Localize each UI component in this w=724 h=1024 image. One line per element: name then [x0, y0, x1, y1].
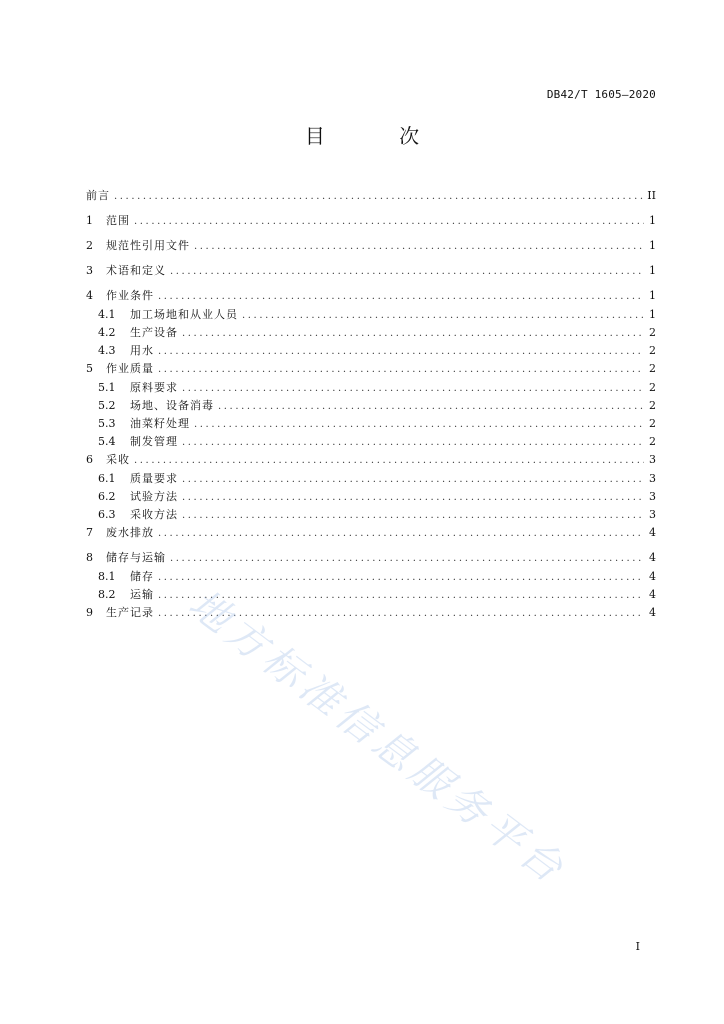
toc-entry-number: 6.3 [98, 508, 116, 521]
toc-entry-label: 作业条件 [106, 289, 154, 302]
page-title: 目 次 [304, 124, 454, 148]
toc-entry-label: 场地、设备消毒 [130, 399, 214, 412]
toc-entry-label: 加工场地和从业人员 [130, 308, 238, 321]
toc-entry-page: 2 [649, 399, 656, 412]
toc-entry-number: 4.1 [98, 308, 116, 321]
toc-dot-leader [134, 452, 644, 470]
toc-dot-leader [194, 416, 644, 434]
toc-entry-page: 2 [649, 362, 656, 375]
toc-entry-page: 4 [649, 526, 656, 539]
toc-dot-leader [182, 434, 644, 452]
toc-entry-label: 生产记录 [106, 606, 154, 619]
toc-entry-label: 试验方法 [130, 490, 178, 503]
toc-entry-page: 1 [649, 239, 656, 252]
watermark: 地方标准信息服务平台 [180, 580, 576, 895]
toc-entry[interactable] [86, 470, 656, 488]
toc-entry-number: 9 [86, 606, 93, 619]
toc-entry[interactable] [86, 324, 656, 342]
toc-entry-page: 2 [649, 417, 656, 430]
toc-entry-number: 6.1 [98, 472, 116, 485]
toc-entry-label: 废水排放 [106, 526, 154, 539]
toc-dot-leader [182, 489, 644, 507]
toc-entry-page: 2 [649, 381, 656, 394]
toc-entry-number: 4.3 [98, 344, 116, 357]
toc-entry-label: 生产设备 [130, 326, 178, 339]
toc-entry-page: 2 [649, 326, 656, 339]
toc-dot-leader [134, 213, 644, 231]
toc-entry-number: 5.4 [98, 435, 116, 448]
toc-dot-leader [170, 550, 644, 568]
toc-entry-number: 5 [86, 362, 93, 375]
toc-entry-number: 8.2 [98, 588, 116, 601]
toc-entry[interactable] [86, 187, 656, 212]
toc-entry-label: 制发管理 [130, 435, 178, 448]
toc-entry-number: 2 [86, 239, 93, 252]
toc-dot-leader [182, 325, 644, 343]
toc-dot-leader [114, 188, 643, 206]
toc-dot-leader [158, 525, 644, 543]
toc-entry-label: 范围 [106, 214, 130, 227]
toc-entry-page: 1 [649, 214, 656, 227]
toc-entry[interactable] [86, 397, 656, 415]
toc-entry-label: 油菜籽处理 [130, 417, 190, 430]
toc-entry-label: 质量要求 [130, 472, 178, 485]
toc-entry-label: 储存与运输 [106, 551, 166, 564]
toc-entry-number: 7 [86, 526, 93, 539]
toc-entry-label: 作业质量 [106, 362, 154, 375]
toc-entry-number: 6 [86, 453, 93, 466]
toc-dot-leader [182, 380, 644, 398]
toc-entry-number: 1 [86, 214, 93, 227]
toc-entry[interactable] [86, 524, 656, 549]
toc-entry-page: 3 [649, 490, 656, 503]
toc-entry-label: 前言 [86, 189, 110, 202]
toc-entry-page: 4 [649, 551, 656, 564]
toc-entry[interactable] [86, 306, 656, 324]
toc-entry-page: 2 [649, 344, 656, 357]
toc-entry-page: 4 [649, 570, 656, 583]
toc-entry-label: 用水 [130, 344, 154, 357]
toc-entry[interactable] [86, 433, 656, 451]
toc-entry-page: 4 [649, 606, 656, 619]
toc-entry-number: 4.2 [98, 326, 116, 339]
toc-entry-number: 3 [86, 264, 93, 277]
toc-entry-label: 储存 [130, 570, 154, 583]
toc-entry-page: II [647, 189, 656, 202]
toc-dot-leader [194, 238, 644, 256]
toc-entry[interactable] [86, 262, 656, 287]
toc-entry-number: 4 [86, 289, 93, 302]
toc-entry-label: 规范性引用文件 [106, 239, 190, 252]
toc-entry-page: 3 [649, 472, 656, 485]
toc-entry[interactable] [86, 506, 656, 524]
toc-dot-leader [158, 569, 644, 587]
toc-entry-page: 2 [649, 435, 656, 448]
toc-entry-page: 3 [649, 508, 656, 521]
toc-entry-label: 原料要求 [130, 381, 178, 394]
toc-entry[interactable] [86, 586, 656, 604]
toc-entry-page: 1 [649, 289, 656, 302]
toc-entry[interactable] [86, 212, 656, 237]
toc-dot-leader [182, 507, 644, 525]
toc-entry[interactable] [86, 342, 656, 360]
toc-entry-number: 6.2 [98, 490, 116, 503]
toc-entry[interactable] [86, 237, 656, 262]
toc-dot-leader [182, 471, 644, 489]
toc-entry[interactable] [86, 415, 656, 433]
toc-dot-leader [158, 288, 644, 306]
toc-entry[interactable] [86, 488, 656, 506]
toc-dot-leader [158, 361, 644, 379]
toc-dot-leader [218, 398, 644, 416]
toc-dot-leader [170, 263, 644, 281]
toc-entry-number: 8 [86, 551, 93, 564]
toc-dot-leader [242, 307, 644, 325]
toc-entry[interactable] [86, 568, 656, 586]
toc-entry-label: 运输 [130, 588, 154, 601]
toc-entry[interactable] [86, 379, 656, 397]
toc-dot-leader [158, 343, 644, 361]
toc-entry-page: 3 [649, 453, 656, 466]
toc-entry-label: 采收 [106, 453, 130, 466]
table-of-contents [86, 187, 656, 629]
toc-entry-page: 1 [649, 308, 656, 321]
toc-entry-label: 采收方法 [130, 508, 178, 521]
toc-entry-label: 术语和定义 [106, 264, 166, 277]
toc-entry-number: 5.1 [98, 381, 116, 394]
toc-entry-number: 5.3 [98, 417, 116, 430]
toc-entry-page: 4 [649, 588, 656, 601]
toc-entry[interactable] [86, 604, 656, 629]
toc-entry-page: 1 [649, 264, 656, 277]
toc-entry-number: 5.2 [98, 399, 116, 412]
page-number: I [635, 940, 640, 953]
document-code: DB42/T 1605—2020 [546, 88, 656, 101]
toc-entry-number: 8.1 [98, 570, 116, 583]
